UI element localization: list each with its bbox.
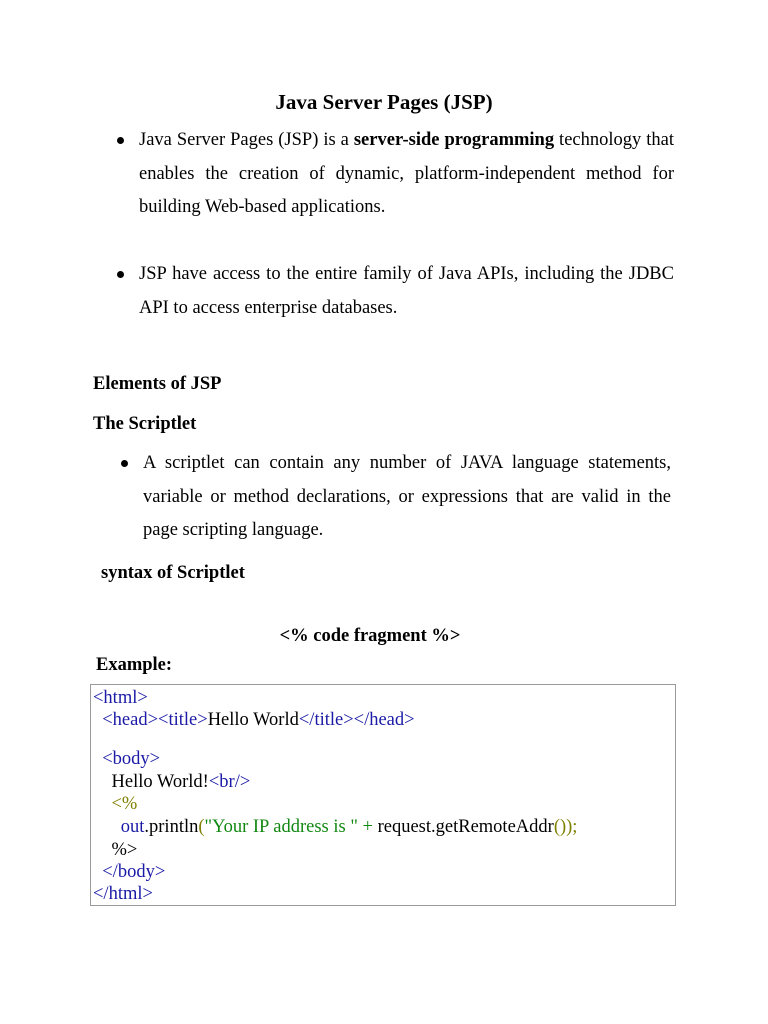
code-dot: . <box>431 817 436 837</box>
code-method: getRemoteAddr <box>435 817 554 837</box>
code-line-3 <box>93 748 160 770</box>
bullet-jsp-definition <box>139 124 674 225</box>
code-operator: + <box>357 817 378 837</box>
code-line-7 <box>93 839 137 861</box>
code-scriptlet-close: %> <box>111 840 138 860</box>
code-scriptlet-open: <% <box>111 794 138 814</box>
code-object: request <box>377 817 432 837</box>
bullet-dot-icon <box>117 137 124 144</box>
code-example-box <box>90 684 676 906</box>
code-tag: <head><title> <box>102 710 208 730</box>
code-dot: . <box>144 817 150 837</box>
code-line-1 <box>93 687 148 709</box>
code-line-6 <box>93 816 577 838</box>
code-text: Hello World! <box>111 772 209 792</box>
code-line-5 <box>93 793 137 815</box>
code-object: out <box>120 817 145 837</box>
code-line-4 <box>93 771 250 793</box>
code-method: println <box>149 817 199 837</box>
bullet-scriptlet-description <box>143 447 671 548</box>
code-tag: <html> <box>93 688 148 708</box>
code-text: Hello World <box>207 710 299 730</box>
code-tag: </title></head> <box>298 710 415 730</box>
bullet-jsp-apis <box>139 258 674 325</box>
heading-example: Example: <box>96 655 173 675</box>
heading-elements-of-jsp: Elements of JSP <box>93 374 222 394</box>
bullet-text: JSP have access to the entire family of Java APIs, including the JDBC API to access enterprise databases. <box>139 264 674 318</box>
bullet-dot-icon <box>117 271 124 278</box>
code-line-8 <box>93 861 165 883</box>
bullet-text-post: technology that enables the creation of dynamic, platform-independent method for building Web-based applications. <box>139 130 674 217</box>
page-title: Java Server Pages (JSP) <box>275 90 493 114</box>
code-string: "Your IP address is " <box>204 817 358 837</box>
code-line-2 <box>93 709 415 731</box>
code-tag: </html> <box>93 884 153 904</box>
bullet-dot-icon <box>121 460 128 467</box>
code-paren: ()); <box>553 817 578 837</box>
heading-the-scriptlet: The Scriptlet <box>93 414 197 434</box>
syntax-code-fragment: <% code fragment %> <box>279 626 461 646</box>
heading-syntax-of-scriptlet: syntax of Scriptlet <box>101 563 245 583</box>
bullet-text-pre: Java Server Pages (JSP) is a <box>139 130 354 150</box>
bullet-text-bold: server-side programming <box>353 130 555 150</box>
code-paren: ( <box>198 817 205 837</box>
bullet-text: A scriptlet can contain any number of JAVA language statements, variable or method declarations, or expressions that are valid in the page scripting language. <box>143 453 671 540</box>
code-tag: </body> <box>102 862 166 882</box>
code-tag: <br/> <box>208 772 251 792</box>
code-line-9 <box>93 883 153 905</box>
code-tag: <body> <box>102 749 161 769</box>
